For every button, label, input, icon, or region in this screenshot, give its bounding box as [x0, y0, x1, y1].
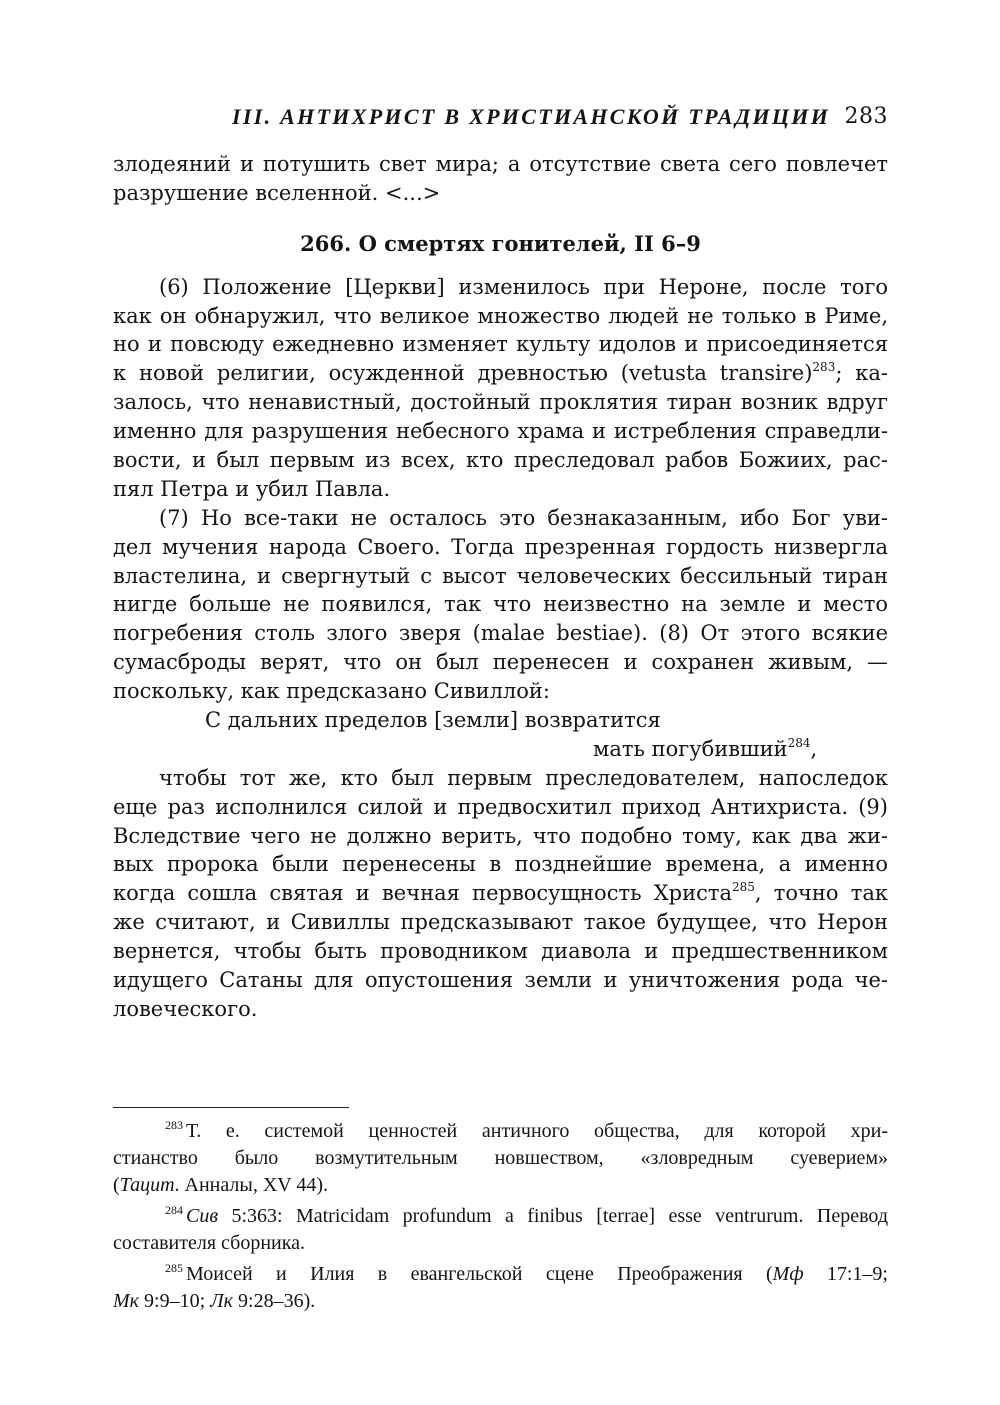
- footnote-284: [113, 1203, 888, 1257]
- text-segment: 9:9–10;: [139, 1290, 211, 1312]
- page-number: 283: [844, 104, 888, 129]
- text-segment: мать погубивший: [593, 736, 788, 761]
- footnote-separator: [113, 1107, 349, 1108]
- text-line: вых пророка были перенесены в позднейшие времена, а именно: [113, 852, 888, 877]
- text-line: пял Петра и убил Павла.: [113, 476, 391, 501]
- footnote-mark: 285: [165, 1261, 183, 1275]
- footnote-ref-285: 285: [731, 880, 755, 895]
- text-segment: Тацит: [119, 1174, 175, 1196]
- footnote-line: [113, 1261, 888, 1288]
- text-line: ловеческого.: [113, 996, 258, 1021]
- verse-line: С дальних пределов [земли] возвратится: [205, 708, 661, 733]
- sibyl-verse: [113, 706, 888, 764]
- text-segment: к новой религии, осужденной древностью (vetusta transire): [113, 361, 813, 386]
- text-line: нигде больше не появился, так что неизвестно на земле и место: [113, 592, 888, 617]
- text-line: как он обнаружил, что великое множество людей не только в Риме,: [113, 303, 888, 328]
- text-segment: Лк: [210, 1290, 234, 1312]
- text-line: поскольку, как предсказано Сивиллой:: [113, 679, 550, 704]
- text-line: (6) Положение [Церкви] изменилось при Нероне, после того: [159, 274, 888, 299]
- text-segment: 5:363: Matricidam profundum a finibus [terrae] esse ventrurum. Перевод: [218, 1205, 888, 1227]
- text-line: именно для разрушения небесного храма и истребления справедли-: [113, 419, 888, 444]
- paragraph-7: [113, 504, 888, 706]
- footnote-line: стианство было возмутительным новшеством, «зловредным суеверием»: [113, 1147, 888, 1169]
- text-segment: (: [113, 1174, 120, 1196]
- text-line: идущего Сатаны для опустошения земли и уничтожения рода че-: [113, 968, 888, 993]
- text-line: сумасброды верят, что он был перенесен и сохранен живым, —: [113, 650, 888, 675]
- text-segment: Мф: [772, 1263, 804, 1285]
- text-segment: Моисей и Илия в евангельской сцене Преображения (: [186, 1263, 773, 1285]
- footnotes: [113, 1118, 888, 1315]
- text-segment: , точно так: [754, 881, 888, 906]
- footnote-line: [113, 1118, 888, 1145]
- running-header: [232, 104, 888, 138]
- text-line: Вследствие чего не должно верить, что подобно тому, как два жи-: [113, 823, 888, 848]
- paragraph-9: [113, 764, 888, 1024]
- section-heading: 266. О смертях гонителей, II 6–9: [300, 230, 701, 256]
- text-line: злодеяний и потушить свет мира; а отсутствие света сего повлечет: [113, 152, 888, 176]
- text-segment: 9:28–36).: [233, 1290, 316, 1312]
- footnote-line: [113, 1203, 888, 1230]
- footnote-ref-284: 284: [787, 735, 811, 750]
- text-line: (7) Но все-таки не осталось это безнаказанным, ибо Бог уви-: [159, 505, 888, 530]
- text-segment: Сив: [186, 1205, 219, 1227]
- text-line: дел мучения народа Своего. Тогда презренная гордость низвергла: [113, 534, 888, 559]
- main-text: [113, 150, 888, 1024]
- footnote-line: составителя сборника.: [113, 1232, 306, 1254]
- text-segment: . Анналы, XV 44).: [174, 1174, 329, 1196]
- footnote-285: [113, 1261, 888, 1315]
- text-line: [113, 359, 888, 388]
- footnote-ref-283: 283: [812, 360, 836, 375]
- footnote-mark: 284: [165, 1203, 183, 1217]
- text-segment: когда сошла святая и вечная первосущность Христа: [113, 881, 732, 906]
- text-line: но и повсюду ежедневно изменяет культу идолов и присоединяется: [113, 332, 888, 357]
- footnote-283: [113, 1118, 888, 1199]
- footnote-line: [113, 1288, 888, 1315]
- text-line: еще раз исполнился силой и предвосхитил приход Антихриста. (9): [113, 794, 888, 819]
- verse-line: [113, 735, 888, 764]
- paragraph-6: [113, 273, 888, 504]
- text-segment: Мк: [113, 1290, 140, 1312]
- text-segment: Т. е. системой ценностей античного общества, для которой хри-: [186, 1120, 888, 1142]
- text-line: вернется, чтобы быть проводником диавола и предшественником: [113, 939, 888, 964]
- footnote-line: [113, 1172, 888, 1199]
- text-line: же считают, и Сивиллы предсказывают такое будущее, что Нерон: [113, 910, 888, 935]
- text-line: вости, и был первым из всех, кто преследовал рабов Божиих, рас-: [113, 448, 888, 473]
- text-segment: ; ка-: [835, 361, 888, 386]
- text-line: чтобы тот же, кто был первым преследователем, напоследок: [159, 765, 888, 790]
- text-line: властелина, и свергнутый с высот человеческих бессильный тиран: [113, 563, 888, 588]
- running-title: III. АНТИХРИСТ В ХРИСТИАНСКОЙ ТРАДИЦИИ: [232, 104, 831, 129]
- text-line: разрушение вселенной. <...>: [113, 180, 441, 205]
- footnote-mark: 283: [165, 1118, 183, 1132]
- text-line: залось, что ненавистный, достойный проклятия тиран возник вдруг: [113, 390, 888, 415]
- text-line: [113, 879, 888, 908]
- text-segment: ,: [810, 736, 818, 761]
- text-line: погребения столь злого зверя (malae bestiae). (8) От этого всякие: [113, 621, 888, 646]
- text-segment: 17:1–9;: [803, 1263, 888, 1285]
